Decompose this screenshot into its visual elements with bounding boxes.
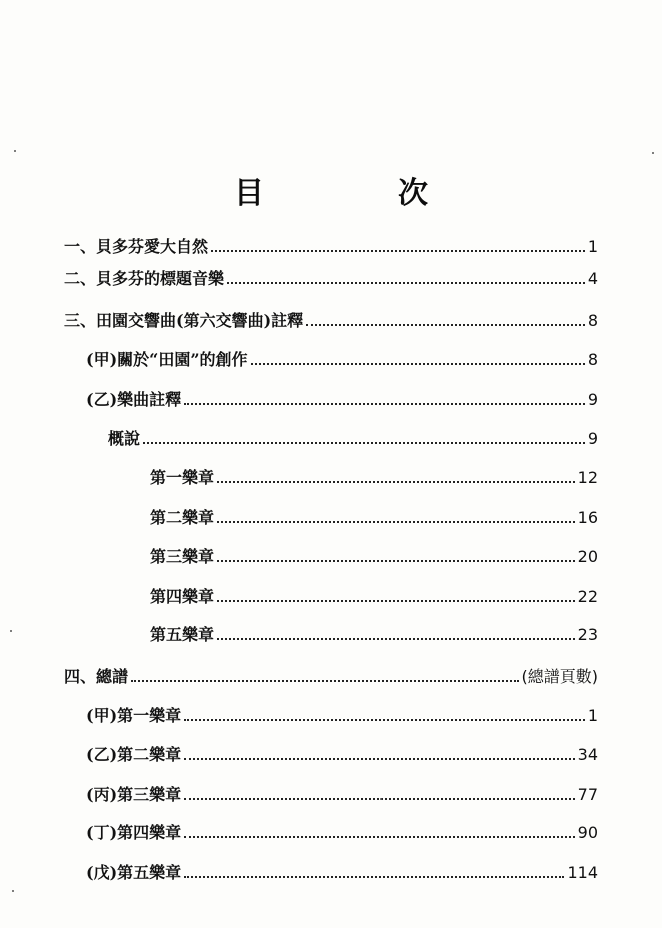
dot-leader [143,442,585,444]
dot-leader [184,719,585,721]
toc-entry-label: 三、田園交響曲(第六交響曲)註釋 [64,311,304,330]
toc-entry [86,820,598,846]
dot-leader [217,481,575,483]
dot-leader [306,324,585,326]
toc-entry [108,426,598,452]
toc-entry [150,584,598,610]
scan-speck [12,890,14,892]
dot-leader [217,600,575,602]
toc-entry-page: 22 [577,587,598,606]
toc-entry-label: 第一樂章 [150,468,215,487]
toc-entry-page: 1 [587,237,598,256]
toc-entry [64,266,598,292]
toc-entry-page: 9 [587,390,598,409]
dot-leader [131,680,518,682]
toc-entry-page: 90 [577,823,598,842]
toc-entry [150,622,598,648]
toc-entry-page: 23 [577,625,598,644]
toc-entry-page: 34 [577,745,598,764]
dot-leader [227,282,585,284]
toc-entry [150,505,598,531]
toc-entry-page: 77 [577,785,598,804]
toc-entry-label: 四、總譜 [64,667,129,686]
page-title: 目 次 [234,176,480,211]
toc-entry [64,308,598,334]
toc-entry [86,387,598,413]
toc-entry-page: 8 [587,311,598,330]
toc-entry-label: 第四樂章 [150,587,215,606]
toc-entry [150,465,598,491]
dot-leader [217,560,575,562]
toc-entry-page: 12 [577,468,598,487]
scan-speck [14,150,16,152]
toc-entry [64,664,598,690]
toc-entry [64,234,598,260]
toc-entry-label: (甲)第一樂章 [86,706,182,725]
dot-leader [184,876,564,878]
scan-speck [380,798,382,800]
toc-entry-label: 第三樂章 [150,547,215,566]
toc-entry-page: 16 [577,508,598,527]
toc-entry-page: 4 [587,269,598,288]
toc-entry-label: 第五樂章 [150,625,215,644]
scan-speck [652,152,654,154]
toc-entry-label: (丙)第三樂章 [86,785,182,804]
toc-entry-page: 114 [567,863,598,882]
dot-leader [184,403,585,405]
toc-entry [150,544,598,570]
dot-leader [184,758,574,760]
toc-entry [86,703,598,729]
toc-entry-label: (戊)第五樂章 [86,863,182,882]
toc-entry [86,742,598,768]
toc-entry-label: 第二樂章 [150,508,215,527]
dot-leader [217,521,575,523]
toc-entry-label: (乙)第二樂章 [86,745,182,764]
toc-entry-label: 二、貝多芬的標題音樂 [64,269,225,288]
toc-entry-page: 20 [577,547,598,566]
toc-entry-page: 1 [587,706,598,725]
toc-entry-label: (乙)樂曲註釋 [86,390,182,409]
toc-entry-label: (丁)第四樂章 [86,823,182,842]
toc-entry-page: 8 [587,350,598,369]
dot-leader [211,250,585,252]
dot-leader [251,363,585,365]
toc-entry-page: 9 [587,429,598,448]
toc-entry [86,782,598,808]
scan-speck [10,630,12,632]
toc-entry [86,347,598,373]
toc-entry [86,860,598,886]
toc-entry-label: 一、貝多芬愛大自然 [64,237,209,256]
dot-leader [184,836,574,838]
dot-leader [217,638,575,640]
toc-entry-label: 概說 [108,429,141,448]
toc-entry-page: (總譜頁數) [521,667,598,686]
toc-entry-label: (甲)關於“田園”的創作 [86,350,248,369]
